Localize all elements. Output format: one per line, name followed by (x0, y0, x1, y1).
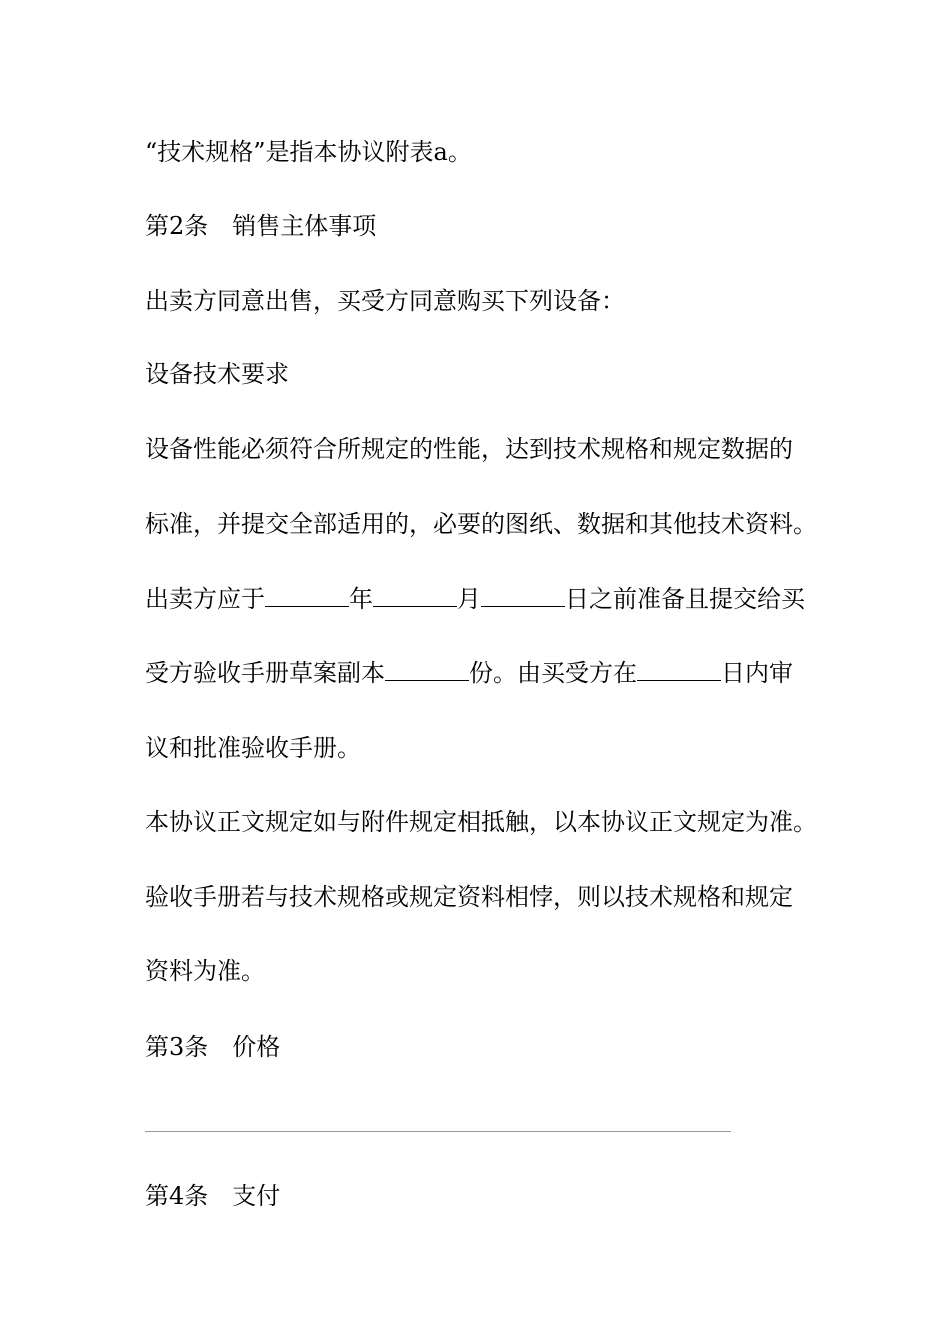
delivery-date-line (145, 583, 805, 615)
copies-line (145, 657, 793, 689)
month-blank[interactable] (373, 584, 457, 607)
sale-agreement-line: 出卖方同意出售，买受方同意购买下列设备： (145, 287, 625, 315)
price-blank-rule[interactable] (145, 1131, 731, 1132)
conflict-line-2: 资料为准。 (145, 957, 265, 985)
delivery-prefix: 出卖方应于 (145, 585, 265, 613)
performance-line-2: 标准，并提交全部适用的，必要的图纸、数据和其他技术资料。 (145, 510, 817, 538)
copies-middle: 份。由买受方在 (469, 659, 637, 687)
copies-blank[interactable] (385, 658, 469, 681)
copies-suffix: 日内审 (721, 659, 793, 687)
month-label: 月 (457, 585, 481, 613)
day-blank[interactable] (481, 584, 565, 607)
year-blank[interactable] (265, 584, 349, 607)
review-days-blank[interactable] (637, 658, 721, 681)
article-3-heading: 第3条 价格 (145, 1033, 281, 1061)
article-2-heading: 第2条 销售主体事项 (145, 212, 377, 240)
conflict-line-1: 验收手册若与技术规格或规定资料相悖，则以技术规格和规定 (145, 883, 793, 911)
year-label: 年 (349, 585, 373, 613)
approval-line: 议和批准验收手册。 (145, 734, 361, 762)
definition-line: “技术规格”是指本协议附表a。 (145, 138, 472, 166)
copies-prefix: 受方验收手册草案副本 (145, 659, 385, 687)
performance-line-1: 设备性能必须符合所规定的性能，达到技术规格和规定数据的 (145, 435, 793, 463)
delivery-suffix: 日之前准备且提交给买 (565, 585, 805, 613)
equipment-requirements-heading: 设备技术要求 (145, 360, 289, 388)
article-4-heading: 第4条 支付 (145, 1182, 281, 1210)
precedence-line: 本协议正文规定如与附件规定相抵触，以本协议正文规定为准。 (145, 808, 817, 836)
